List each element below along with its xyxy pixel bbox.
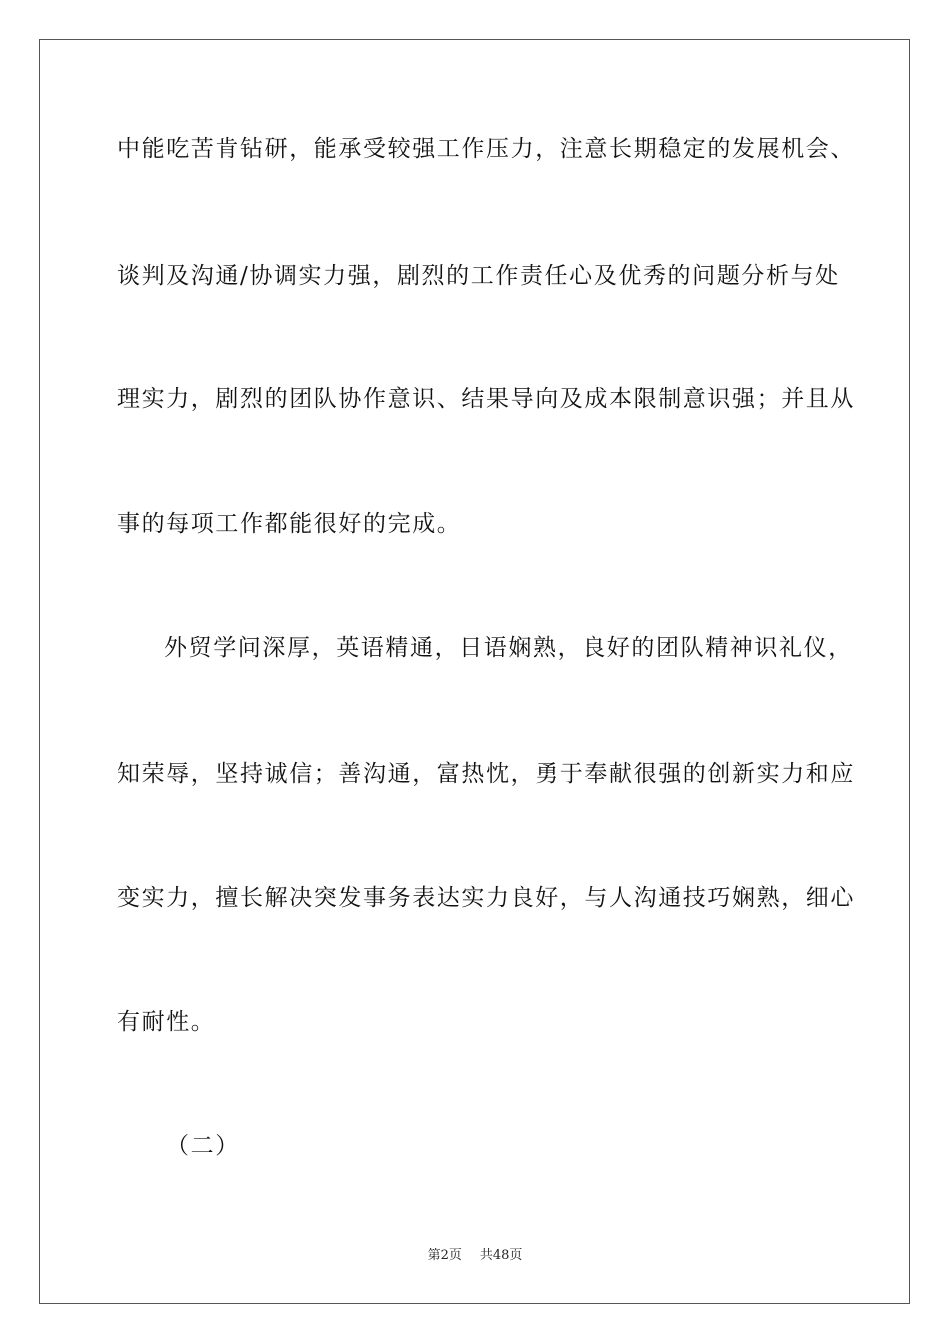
text-line: 谈判及沟通/协调实力强，剧烈的工作责任心及优秀的问题分析与处 [117,263,840,289]
text-line: 变实力，擅长解决突发事务表达实力良好，与人沟通技巧娴熟，细心 [117,885,855,911]
text-line: 外贸学问深厚，英语精通，日语娴熟，良好的团队精神识礼仪， [164,635,853,661]
text-line: 中能吃苦肯钻研，能承受较强工作压力，注意长期稳定的发展机会、 [117,136,855,162]
text-line: 知荣辱，坚持诚信；善沟通，富热忱，勇于奉献很强的创新实力和应 [117,761,855,787]
page-total: 共48页 [479,1248,523,1263]
page-footer [0,1248,950,1264]
page-number: 第2页 [427,1248,462,1263]
text-line: 理实力，剧烈的团队协作意识、结果导向及成本限制意识强；并且从 [117,386,855,412]
section-heading: （二） [166,1133,240,1159]
text-line: 事的每项工作都能很好的完成。 [117,511,462,537]
text-line: 有耐性。 [117,1009,216,1035]
page-border [39,39,910,1304]
